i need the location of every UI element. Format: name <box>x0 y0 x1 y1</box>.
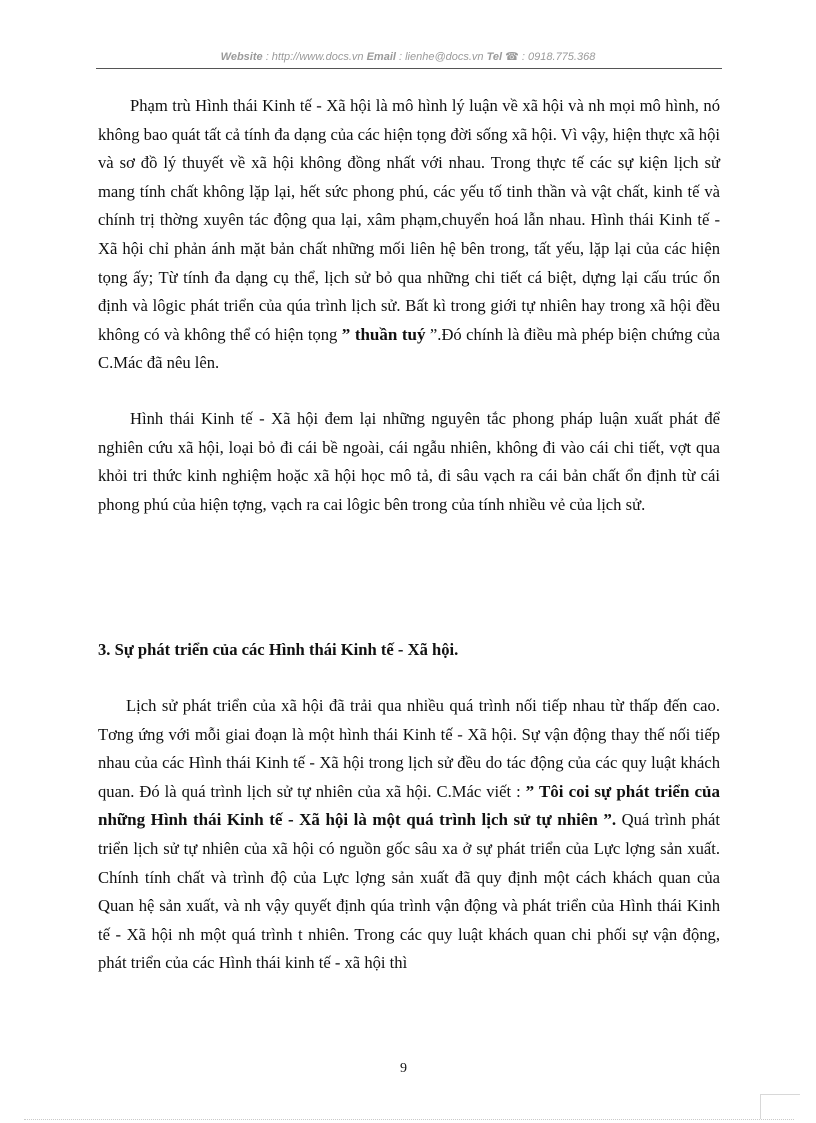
page-bottom-border <box>24 1119 794 1120</box>
page-number: 9 <box>400 1061 407 1076</box>
website-value: : http://www.docs.vn <box>262 51 367 63</box>
email-label: Email <box>366 51 396 63</box>
paragraph-1-tail: ”.Đó chính là điều mà phép biện chứng của C.Mác đã nêu lên. <box>98 324 720 373</box>
paragraph-1 <box>98 92 720 378</box>
tel-value: ☎ : 0918.775.368 <box>502 51 596 63</box>
paragraph-2-text: Hình thái Kinh tế - Xã hội đem lại những nguyên tắc phong pháp luận xuất phát để nghiên cứu xã hội, loại bỏ đi cái bề ngoài, cái ngẫu nhiên, không đi vào cái chi tiết, vợt qua khỏi tri thức kinh nghiệm hoặc xã hội học mô tả, đi sâu vạch ra cái bản chất ổn định từ cái phong phú của hiện tợng, vạch ra cai lôgic bên trong của tính nhiều vẻ của lịch sử. <box>98 409 720 514</box>
page-header <box>96 50 720 63</box>
paragraph-3-tail: Quá trình phát triển lịch sử tự nhiên của xã hội có nguồn gốc sâu xa ở sự phát triển của Lực lợng sản xuất. Chính tính chất và trình độ của Lực lợng sản xuất đã quy định một cách khách quan của Quan hệ sản xuất, và nh vậy quyết định qúa trình vận động và phát triển của Hình thái Kinh tế - Xã hội nh một quá trình t nhiên. Trong các quy luật khách quan chi phối sự vận động, phát triển của các Hình thái kinh tế - xã hội thì <box>98 810 720 973</box>
website-label: Website <box>220 51 263 63</box>
paragraph-3 <box>98 692 720 978</box>
page-corner-mark <box>760 1094 761 1119</box>
section-heading: 3. Sự phát triển của các Hình thái Kinh tế - Xã hội. <box>98 640 459 659</box>
marx-quote: ” Tôi coi sự phát triển của những Hình thái Kinh tế - Xã hội là một quá trình lịch sử tự nhiên ”. <box>98 781 720 830</box>
paragraph-1-emphasis: ” thuần tuý <box>341 324 426 344</box>
page-corner-mark <box>760 1094 800 1095</box>
paragraph-2 <box>98 405 720 519</box>
paragraph-1-text: Phạm trù Hình thái Kinh tế - Xã hội là mô hình lý luận về xã hội và nh mọi mô hình, nó không bao quát tất cả tính đa dạng của các hiện tọng đời sống xã hội. Vì vậy, hiện thực xã hội và sơ đồ lý thuyết về xã hội không đồng nhất với nhau. Trong thực tế các sự kiện lịch sử mang tính chất không lặp lại, hết sức phong phú, các yếu tố tinh thần và vật chất, kinh tế và chính trị thờng xuyên tác động qua lại, xâm phạm,chuyển hoá lẫn nhau. Hình thái Kinh tế - Xã hội chỉ phản ánh mặt bản chất những mối liên hệ bên trong, tất yếu, lặp lại của các hiện tọng ấy; Từ tính đa dạng cụ thể, lịch sử bỏ qua những chi tiết cá biệt, dựng lại cấu trúc ổn định và lôgic phát triển của qúa trình lịch sử. Bất kì trong giới tự nhiên hay trong xã hội đều không có và không thể có hiện tọng <box>98 96 720 344</box>
header-divider <box>96 68 722 69</box>
email-value: : lienhe@docs.vn <box>395 51 487 63</box>
paragraph-3-text: Lịch sử phát triển của xã hội đã trải qua nhiều quá trình nối tiếp nhau từ thấp đến cao. Tơng ứng với mỗi giai đoạn là một hình thái Kinh tế - Xã hội. Sự vận động thay thế nối tiếp nhau của các Hình thái Kinh tế - Xã hội trong lịch sử đều do tác động của các quy luật khách quan. Đó là quá trình lịch sử tự nhiên của xã hội. C.Mác viết : <box>98 696 720 801</box>
tel-label: Tel <box>486 51 503 63</box>
